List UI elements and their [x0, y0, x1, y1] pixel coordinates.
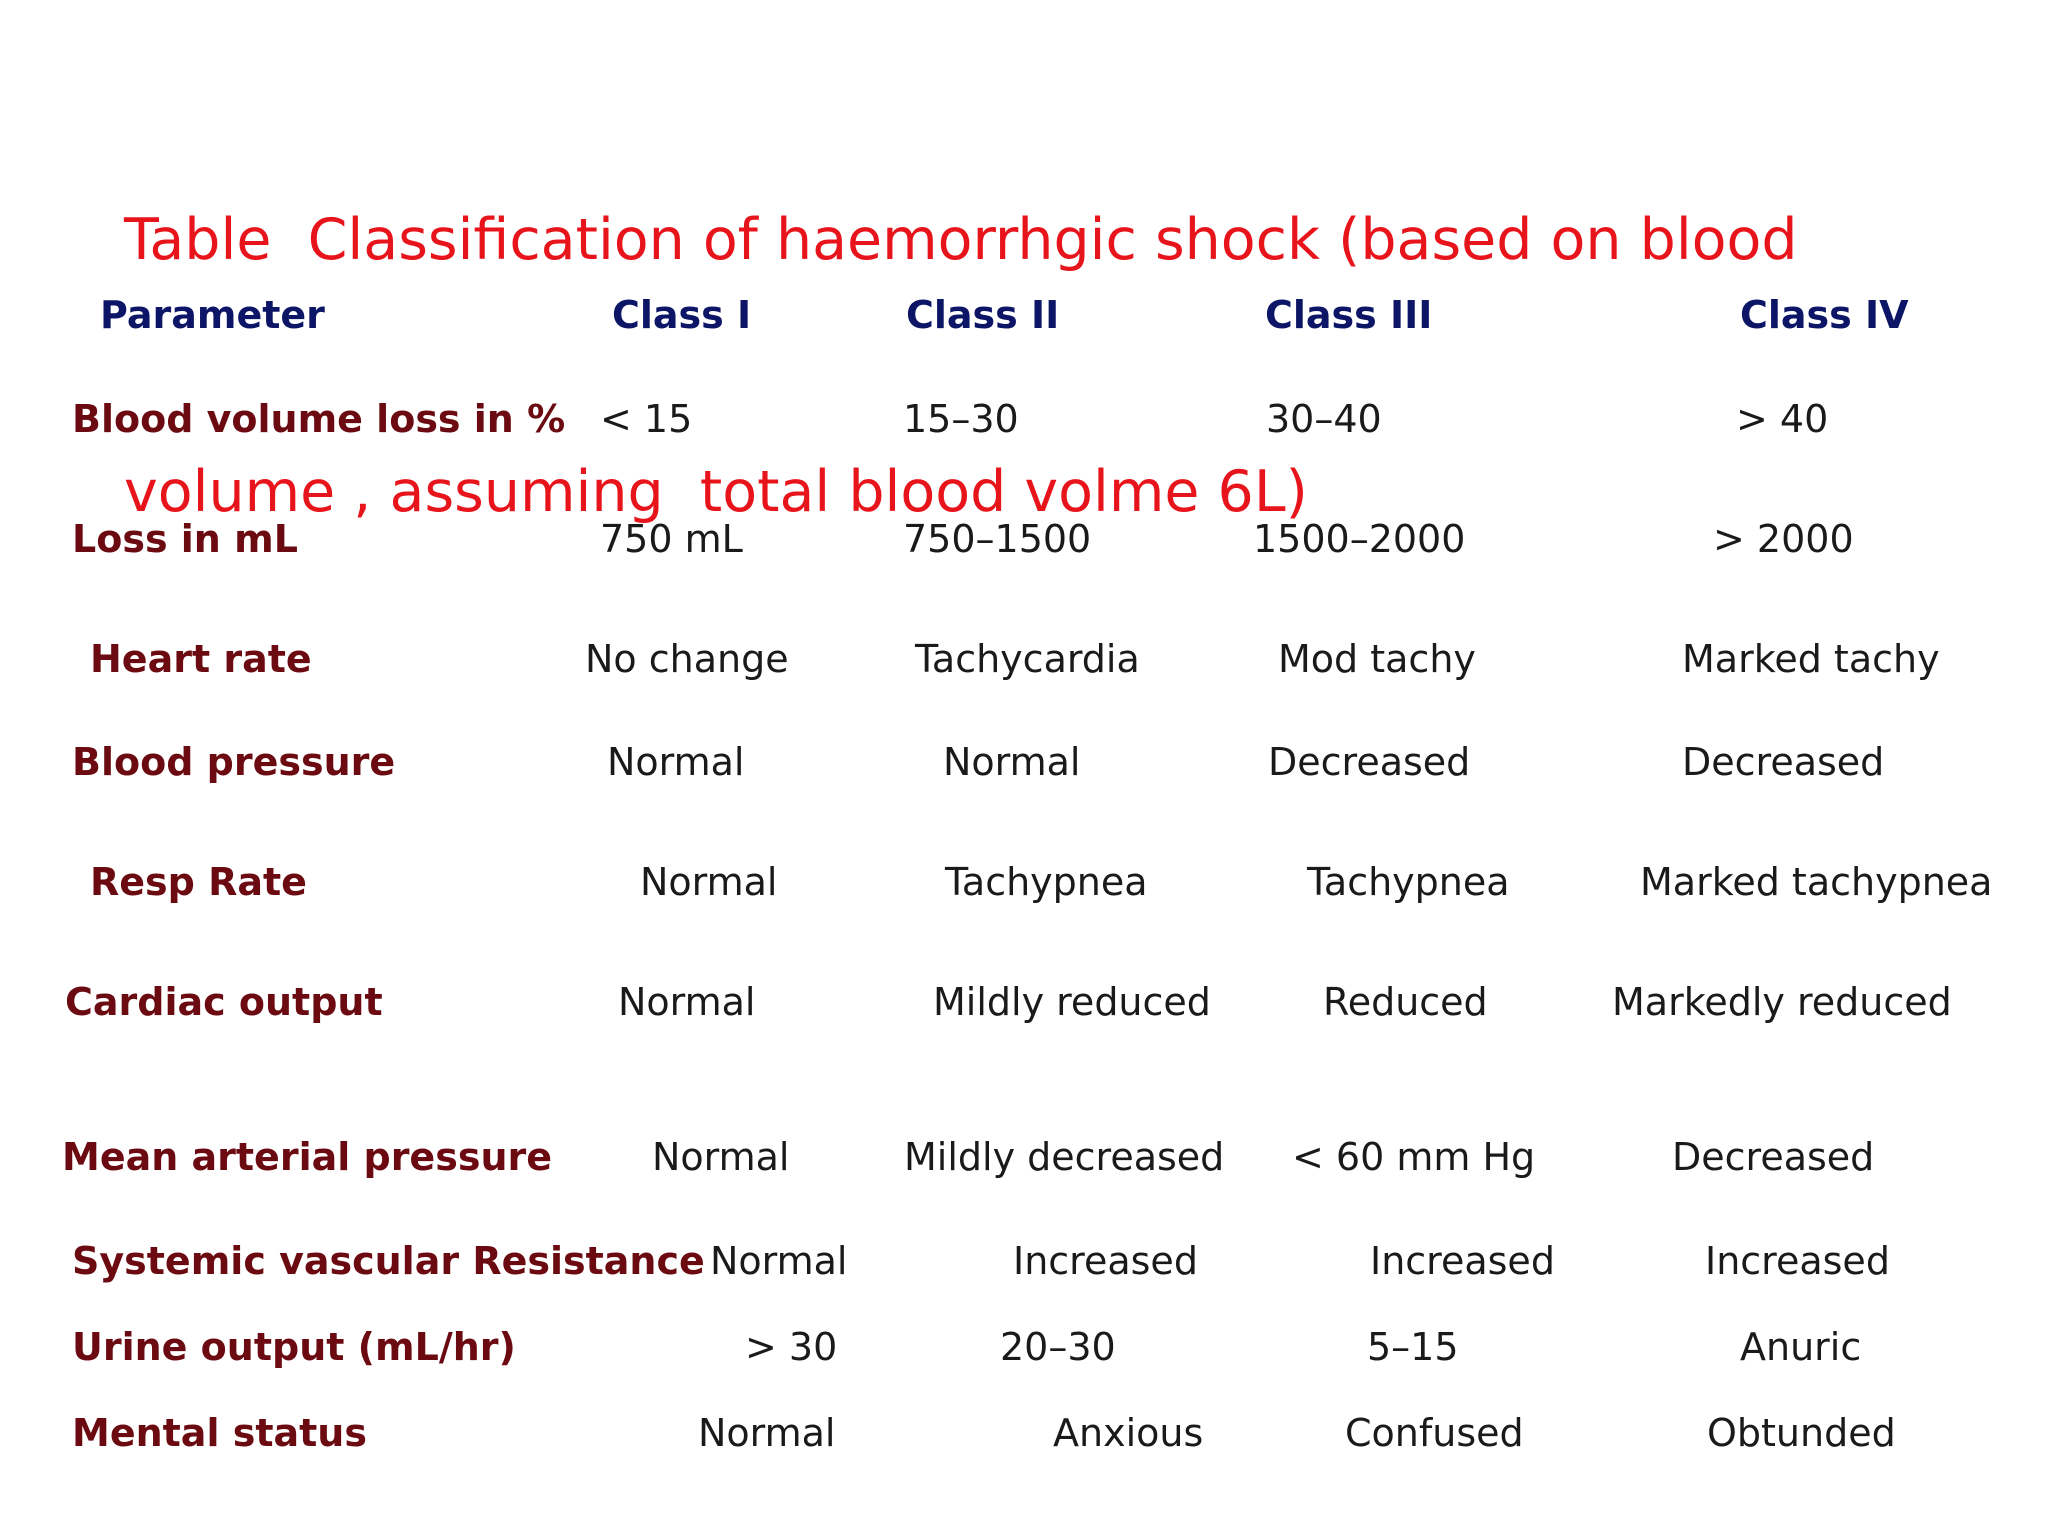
cell-cardiac-output-class-2: Mildly reduced — [933, 980, 1211, 1024]
title-line-2: volume , assuming total blood volme 6L) — [124, 459, 1308, 525]
row-label-urine-output: Urine output (mL/hr) — [72, 1325, 516, 1369]
cell-cardiac-output-class-3: Reduced — [1323, 980, 1488, 1024]
cell-loss-in-ml-class-4: > 2000 — [1713, 517, 1854, 561]
cell-mean-arterial-pressure-class-2: Mildly decreased — [904, 1135, 1225, 1179]
row-label-heart-rate: Heart rate — [90, 637, 312, 681]
cell-urine-output-class-1: > 30 — [745, 1325, 838, 1369]
cell-heart-rate-class-1: No change — [585, 637, 789, 681]
row-label-blood-pressure: Blood pressure — [72, 740, 396, 784]
cell-blood-pressure-class-3: Decreased — [1268, 740, 1471, 784]
cell-mental-status-class-1: Normal — [698, 1411, 836, 1455]
header-parameter: Parameter — [100, 293, 325, 337]
header-class-1: Class I — [612, 293, 752, 337]
cell-systemic-vascular-resistance-class-3: Increased — [1370, 1239, 1555, 1283]
cell-blood-volume-loss-class-4: > 40 — [1736, 397, 1829, 441]
title-line-1: Table Classification of haemorrhgic shock (based on blood — [124, 207, 1798, 273]
cell-systemic-vascular-resistance-class-4: Increased — [1705, 1239, 1890, 1283]
cell-resp-rate-class-1: Normal — [640, 860, 778, 904]
row-label-systemic-vascular-resistance: Systemic vascular Resistance — [72, 1239, 705, 1283]
cell-heart-rate-class-3: Mod tachy — [1278, 637, 1476, 681]
header-class-2: Class II — [906, 293, 1060, 337]
cell-resp-rate-class-3: Tachypnea — [1307, 860, 1510, 904]
cell-loss-in-ml-class-1: 750 mL — [600, 517, 743, 561]
cell-resp-rate-class-4: Marked tachypnea — [1640, 860, 1993, 904]
cell-systemic-vascular-resistance-class-2: Increased — [1013, 1239, 1198, 1283]
cell-mean-arterial-pressure-class-1: Normal — [652, 1135, 790, 1179]
cell-urine-output-class-4: Anuric — [1740, 1325, 1862, 1369]
cell-heart-rate-class-2: Tachycardia — [915, 637, 1140, 681]
cell-loss-in-ml-class-2: 750–1500 — [903, 517, 1092, 561]
row-label-mental-status: Mental status — [72, 1411, 367, 1455]
row-label-resp-rate: Resp Rate — [90, 860, 307, 904]
cell-urine-output-class-2: 20–30 — [1000, 1325, 1116, 1369]
header-class-4: Class IV — [1740, 293, 1909, 337]
slide-title — [124, 30, 1924, 702]
cell-blood-volume-loss-class-1: < 15 — [600, 397, 693, 441]
cell-loss-in-ml-class-3: 1500–2000 — [1253, 517, 1466, 561]
row-label-loss-in-ml: Loss in mL — [72, 517, 298, 561]
row-label-cardiac-output: Cardiac output — [65, 980, 383, 1024]
cell-heart-rate-class-4: Marked tachy — [1682, 637, 1940, 681]
cell-blood-volume-loss-class-2: 15–30 — [903, 397, 1019, 441]
cell-resp-rate-class-2: Tachypnea — [945, 860, 1148, 904]
cell-mental-status-class-4: Obtunded — [1707, 1411, 1896, 1455]
row-label-mean-arterial-pressure: Mean arterial pressure — [62, 1135, 553, 1179]
row-label-blood-volume-loss: Blood volume loss in % — [72, 397, 566, 441]
cell-blood-pressure-class-4: Decreased — [1682, 740, 1885, 784]
cell-mean-arterial-pressure-class-3: < 60 mm Hg — [1292, 1135, 1536, 1179]
cell-mental-status-class-2: Anxious — [1053, 1411, 1204, 1455]
cell-blood-volume-loss-class-3: 30–40 — [1266, 397, 1382, 441]
cell-blood-pressure-class-2: Normal — [943, 740, 1081, 784]
cell-urine-output-class-3: 5–15 — [1367, 1325, 1459, 1369]
cell-systemic-vascular-resistance-class-1: Normal — [710, 1239, 848, 1283]
header-class-3: Class III — [1265, 293, 1433, 337]
cell-cardiac-output-class-1: Normal — [618, 980, 756, 1024]
cell-mental-status-class-3: Confused — [1345, 1411, 1524, 1455]
cell-blood-pressure-class-1: Normal — [607, 740, 745, 784]
cell-mean-arterial-pressure-class-4: Decreased — [1672, 1135, 1875, 1179]
cell-cardiac-output-class-4: Markedly reduced — [1612, 980, 1952, 1024]
